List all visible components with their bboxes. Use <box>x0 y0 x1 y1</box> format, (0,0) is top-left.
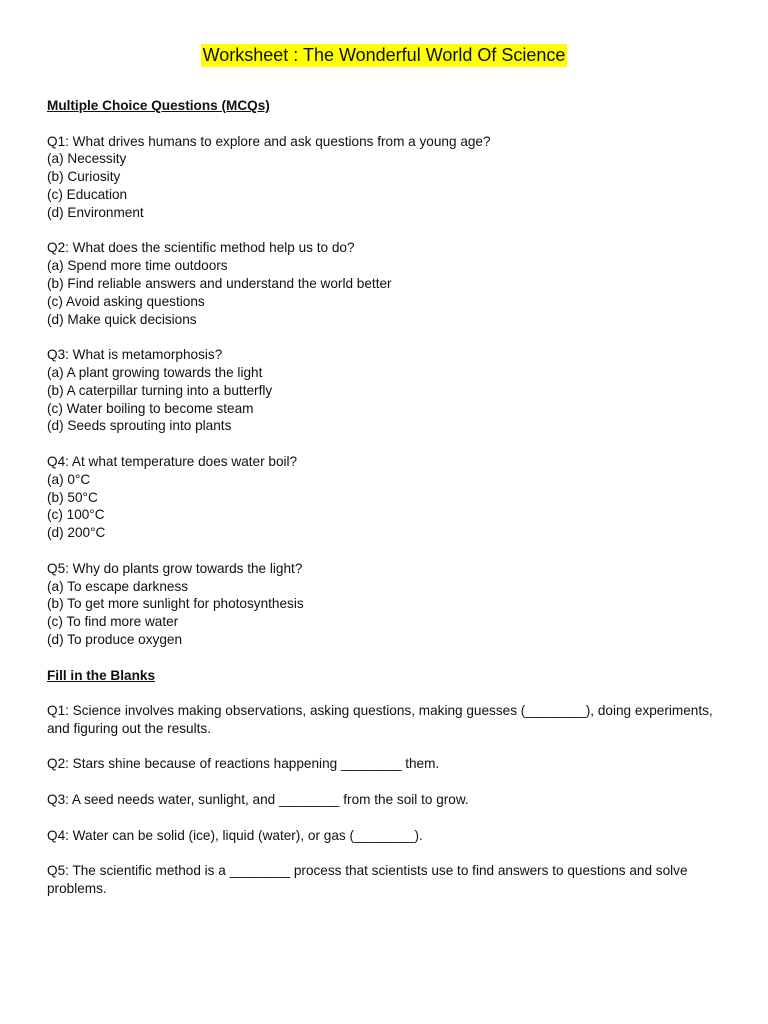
spacer <box>47 844 717 862</box>
fill-blank-question: Q2: Stars shine because of reactions happening ________ them. <box>47 756 440 772</box>
mcq-option: (c) 100°C <box>47 507 105 523</box>
spacer <box>47 115 717 133</box>
mcq-option: (d) Make quick decisions <box>47 311 197 327</box>
worksheet-title: Worksheet : The Wonderful World Of Science <box>202 45 566 65</box>
mcq-option: (d) Seeds sprouting into plants <box>47 418 232 434</box>
spacer <box>47 435 717 453</box>
mcq-option: (c) Avoid asking questions <box>47 293 205 309</box>
mcq-question: Q2: What does the scientific method help us to do? <box>47 240 355 256</box>
mcq-option: (b) 50°C <box>47 489 98 505</box>
mcq-question: Q5: Why do plants grow towards the light? <box>47 560 303 576</box>
mcq-question-block <box>47 560 717 649</box>
mcq-question-block <box>47 239 717 328</box>
mcq-question-block <box>47 346 717 435</box>
mcq-question: Q3: What is metamorphosis? <box>47 347 223 363</box>
mcq-option: (d) Environment <box>47 204 144 220</box>
mcq-option: (a) A plant growing towards the light <box>47 364 263 380</box>
mcq-question-block <box>47 133 717 222</box>
mcq-option: (c) To find more water <box>47 614 179 630</box>
mcq-option: (b) To get more sunlight for photosynthesis <box>47 596 304 612</box>
mcq-option: (c) Education <box>47 186 128 202</box>
spacer <box>47 684 717 702</box>
mcq-option: (a) Spend more time outdoors <box>47 258 228 274</box>
fill-blank-question: Q1: Science involves making observations, asking questions, making guesses (________), doing experiments, and figuring out the results. <box>47 703 713 736</box>
fill-blank-question: Q4: Water can be solid (ice), liquid (water), or gas (________). <box>47 827 423 843</box>
spacer <box>47 809 717 827</box>
mcq-option: (a) Necessity <box>47 151 127 167</box>
fill-blank-question: Q3: A seed needs water, sunlight, and ________ from the soil to grow. <box>47 792 469 808</box>
mcq-option: (d) 200°C <box>47 525 106 541</box>
mcq-question: Q4: At what temperature does water boil? <box>47 453 298 469</box>
mcq-question-block <box>47 453 717 542</box>
fill-blank-question: Q5: The scientific method is a ________ process that scientists use to find answers to questions and solve problems. <box>47 863 688 897</box>
title-wrapper <box>0 44 768 67</box>
fill-blanks-heading: Fill in the Blanks <box>47 667 156 683</box>
mcq-option: (a) 0°C <box>47 471 91 487</box>
worksheet-content <box>47 97 717 898</box>
mcq-heading: Multiple Choice Questions (MCQs) <box>47 98 270 113</box>
mcq-option: (a) To escape darkness <box>47 578 189 594</box>
spacer <box>47 773 717 791</box>
mcq-option: (d) To produce oxygen <box>47 631 183 647</box>
mcq-option: (c) Water boiling to become steam <box>47 400 254 416</box>
spacer <box>47 328 717 346</box>
mcq-option: (b) Curiosity <box>47 169 121 185</box>
spacer <box>47 222 717 240</box>
mcq-option: (b) Find reliable answers and understand the world better <box>47 275 392 291</box>
mcq-question: Q1: What drives humans to explore and ask questions from a young age? <box>47 133 491 149</box>
mcq-option: (b) A caterpillar turning into a butterfly <box>47 382 273 398</box>
spacer <box>47 649 717 667</box>
spacer <box>47 738 717 756</box>
spacer <box>47 542 717 560</box>
